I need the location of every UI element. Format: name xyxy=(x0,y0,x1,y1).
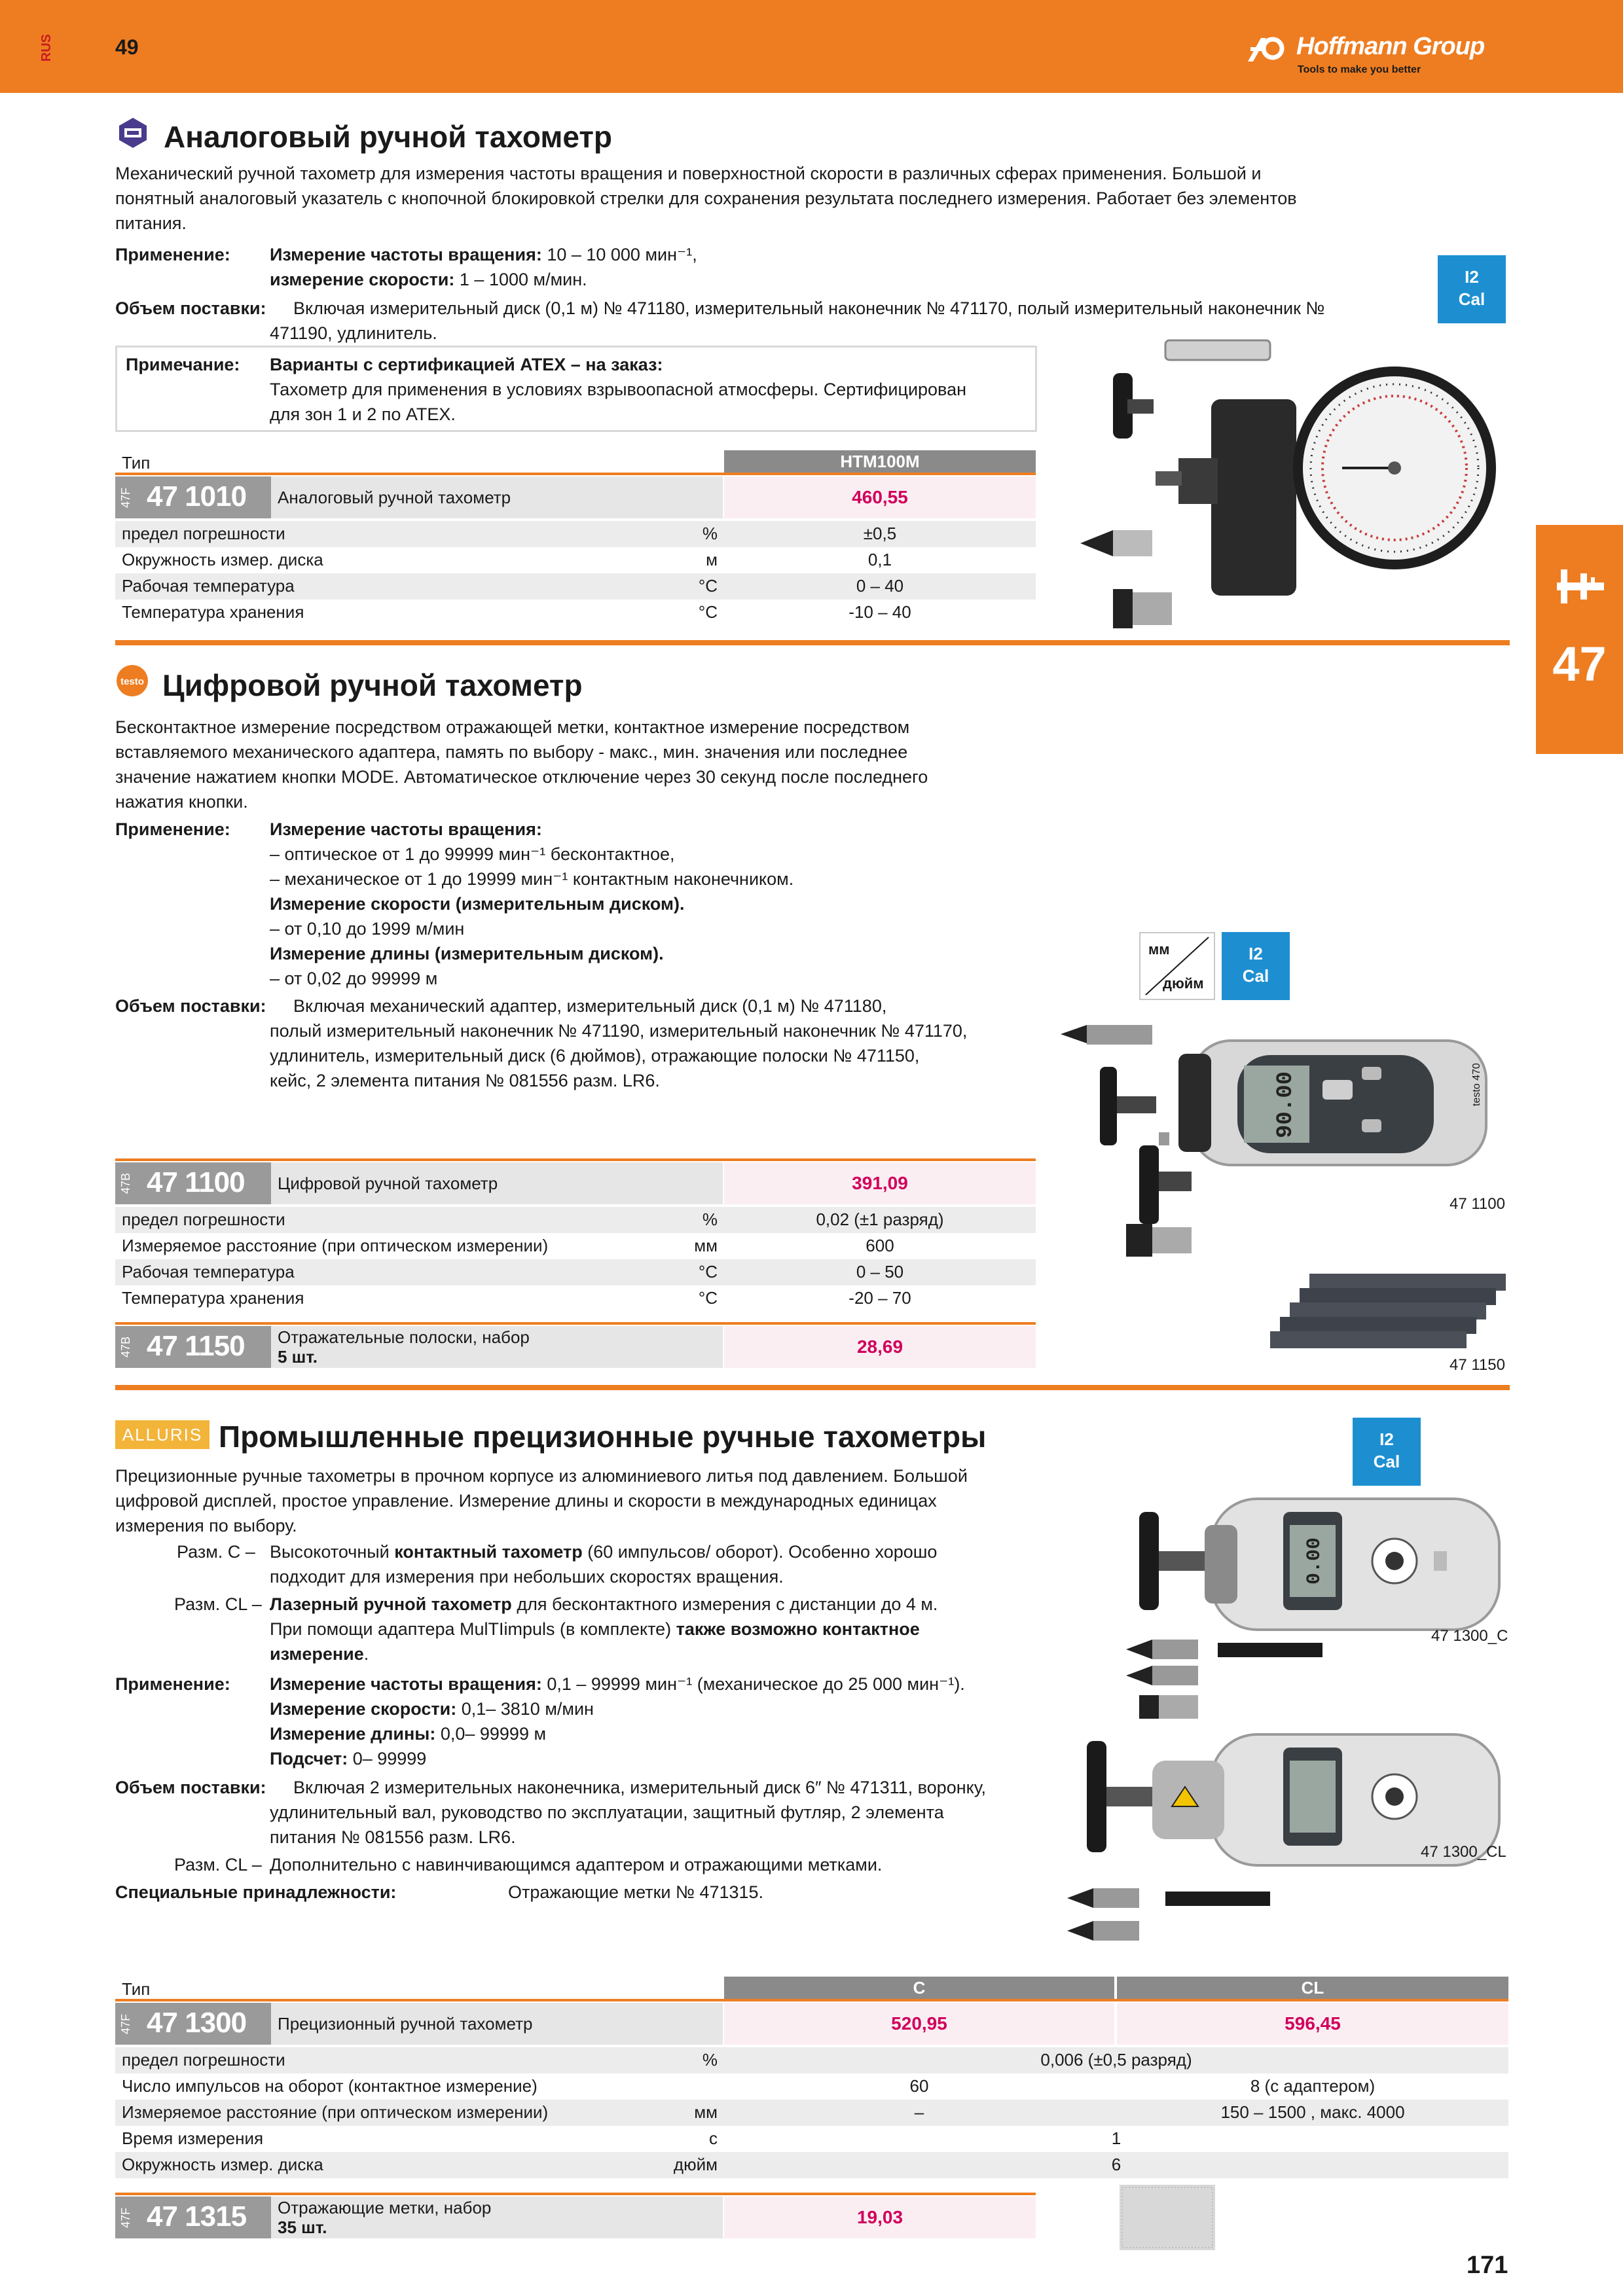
intro-line: Прецизионные ручные тахометры в прочном корпусе из алюминиевого литья под давлением. Большой xyxy=(115,1466,968,1486)
article-box xyxy=(115,1326,271,1368)
brand-tagline: Tools to make you better xyxy=(1298,64,1421,75)
spec-value: 600 xyxy=(866,1236,894,1255)
spec-unit: мм xyxy=(694,2102,718,2122)
image-caption: 47 1100 xyxy=(1450,1195,1505,1213)
description-text: для бесконтактного измерения с дистанции до 4 м. xyxy=(511,1594,938,1614)
application-term: Измерение частоты вращения: xyxy=(270,1674,542,1694)
application-value: 10 – 10 000 мин⁻¹, xyxy=(541,245,697,264)
special-accessories-label: Специальные принадлежности: xyxy=(115,1882,397,1902)
article-box xyxy=(115,1162,271,1204)
mm-label: мм xyxy=(1148,941,1170,958)
application-line xyxy=(270,842,675,867)
inch-label: дюйм xyxy=(1163,975,1204,992)
application-label: Применение: xyxy=(115,819,230,839)
section1-title: Аналоговый ручной тахометр xyxy=(164,120,612,154)
size-c-label: Разм. C – xyxy=(177,1542,255,1562)
spec-value-cl: 8 (с адаптером) xyxy=(1250,2076,1376,2096)
section-separator xyxy=(115,640,1510,645)
article-price: 391,09 xyxy=(724,1162,1036,1204)
description-line xyxy=(270,1641,369,1666)
language-label: RUS xyxy=(39,34,54,62)
cal-label: Cal xyxy=(1242,966,1269,986)
spec-value: 0,1 xyxy=(867,550,892,569)
spec-value-cl: 150 – 1500 , макс. 4000 xyxy=(1220,2102,1405,2122)
application-value: 0– 99999 xyxy=(348,1749,427,1768)
table-rule xyxy=(115,1158,1036,1161)
delivery-line: питания № 081556 разм. LR6. xyxy=(270,1827,516,1847)
spec-unit: % xyxy=(702,1210,718,1229)
delivery-line: Включая 2 измерительных наконечника, измерительный диск 6″ № 471311, воронку, xyxy=(293,1778,987,1797)
header-bar xyxy=(0,0,1623,93)
article-prefix: 47F xyxy=(119,487,132,508)
application-line xyxy=(270,867,793,891)
delivery-line: Включая механический адаптер, измерительный диск (0,1 м) № 471180, xyxy=(293,996,887,1016)
spec-unit: °C xyxy=(698,1262,718,1282)
delivery-label: Объем поставки: xyxy=(115,1778,266,1797)
article-name: Аналоговый ручной тахометр xyxy=(271,476,723,518)
application-value: 0,1– 3810 м/мин xyxy=(456,1699,594,1719)
column-header-c: C xyxy=(724,1977,1114,1999)
intro-line: значение нажатием кнопки MODE. Автоматическое отключение через 30 секунд после последнего xyxy=(115,767,928,787)
spec-unit: с xyxy=(709,2128,718,2148)
delivery-line: полый измерительный наконечник № 471190, измерительный наконечник № 471170, xyxy=(270,1021,968,1041)
hoffmann-logo xyxy=(1244,26,1519,79)
description-text: подходит для измерения при небольших скоростях вращения. xyxy=(270,1567,784,1587)
application-line xyxy=(270,242,697,267)
description-bold: также возможно контактное xyxy=(676,1619,920,1639)
brand-name: Hoffmann Group xyxy=(1296,33,1485,60)
spec-label: Окружность измер. диска xyxy=(122,2155,323,2174)
article-number: 47 1315 xyxy=(147,2200,247,2233)
spec-label: Температура хранения xyxy=(122,602,304,622)
note-line: для зон 1 и 2 по ATEX. xyxy=(270,404,456,424)
application-line xyxy=(270,966,437,991)
description-text: При помощи адаптера MulTIimpuls (в комплекте) xyxy=(270,1619,676,1639)
article-price-c: 520,95 xyxy=(724,2003,1114,2045)
alluris-logo xyxy=(115,1420,210,1449)
intro-line: цифровой дисплей, простое управление. Измерение длины и скорости в международных единицах xyxy=(115,1491,937,1511)
application-term: Измерение частоты вращения: xyxy=(270,819,542,839)
delivery-line: удлинитель, измерительный диск (6 дюймов), отражающие полоски № 471150, xyxy=(270,1046,920,1066)
application-value: 0,0– 99999 м xyxy=(435,1724,547,1744)
delivery-line: удлинительный вал, руководство по эксплуатации, защитный футляр, 2 элемента xyxy=(270,1803,944,1822)
delivery-label: Объем поставки: xyxy=(115,298,266,318)
article-box xyxy=(115,2197,271,2238)
spec-label: Окружность измер. диска xyxy=(122,550,323,569)
application-term: Подсчет: xyxy=(270,1749,348,1768)
spec-label: Рабочая температура xyxy=(122,1262,295,1282)
application-line xyxy=(270,1746,426,1771)
chapter-page-number: 49 xyxy=(115,35,139,59)
intro-line: вставляемого механического адаптера, память по выбору - макс., мин. значения или последнее xyxy=(115,742,908,762)
application-line xyxy=(270,267,587,292)
article-name: Цифровой ручной тахометр xyxy=(271,1162,723,1204)
tachometer-display-text: 0.00 xyxy=(1304,1537,1326,1585)
application-value: 0,1 – 99999 мин⁻¹ (механическое до 25 000 мин⁻¹). xyxy=(541,1674,965,1694)
testo-logo-text: testo xyxy=(120,676,144,687)
section3-title: Промышленные прецизионные ручные тахометры xyxy=(219,1420,987,1454)
article-number: 47 1010 xyxy=(147,480,247,512)
note-label: Примечание: xyxy=(126,355,240,374)
note-line: Тахометр для применения в условиях взрывоопасной атмосферы. Сертифицирован xyxy=(270,380,967,399)
spec-value: ±0,5 xyxy=(863,524,897,543)
chapter-number: 47 xyxy=(1552,637,1607,691)
application-value: – от 0,02 до 99999 м xyxy=(270,969,438,988)
spec-value: 0 – 50 xyxy=(856,1262,904,1282)
alluris-logo-text: ALLURIS xyxy=(122,1425,203,1444)
article-prefix: 47B xyxy=(119,1172,132,1194)
intro-line: измерения по выбору. xyxy=(115,1516,297,1535)
spec-unit: °C xyxy=(698,576,718,596)
table-rule xyxy=(115,473,1036,475)
calibration-badge xyxy=(1222,932,1290,1000)
spec-unit: °C xyxy=(698,1288,718,1308)
article-name xyxy=(271,2197,723,2238)
cal-label: Cal xyxy=(1373,1452,1400,1471)
intro-line: Бесконтактное измерение посредством отражающей метки, контактное измерение посредством xyxy=(115,717,910,737)
image-caption: 47 1150 xyxy=(1450,1356,1505,1374)
description-text: . xyxy=(363,1644,369,1664)
device-label-text: testo 470 xyxy=(1471,1063,1482,1106)
intro-line: нажатия кнопки. xyxy=(115,792,248,812)
article-name-line: Отражающие метки, набор xyxy=(278,2198,492,2217)
application-line xyxy=(270,1672,965,1696)
spec-value: -20 – 70 xyxy=(848,1288,911,1308)
caliper-icon xyxy=(1554,564,1607,610)
application-term: Измерение скорости (измерительным диском). xyxy=(270,894,685,914)
spec-label: Время измерения xyxy=(122,2128,264,2148)
article-name-qty: 5 шт. xyxy=(278,1347,318,1367)
spec-label: Рабочая температура xyxy=(122,576,295,596)
article-box xyxy=(115,2003,271,2045)
intro-line: питания. xyxy=(115,213,187,233)
article-prefix: 47B xyxy=(119,1336,132,1358)
article-box xyxy=(115,476,271,518)
table-rule xyxy=(115,2193,1036,2195)
application-term: измерение скорости: xyxy=(270,270,455,289)
application-line xyxy=(270,916,464,941)
description-text: Высокоточный xyxy=(270,1542,395,1562)
section3-intro xyxy=(115,1463,1097,1538)
article-name xyxy=(271,1326,723,1368)
intro-line: Механический ручной тахометр для измерения частоты вращения и поверхностной скорости в различных сферах применения. Большой и xyxy=(115,164,1262,183)
image-caption: 47 1300_C xyxy=(1431,1627,1508,1645)
spec-unit: дюйм xyxy=(673,2155,718,2174)
description-text: (60 импульсов/ оборот). Особенно хорошо xyxy=(582,1542,938,1562)
htm-brand-icon xyxy=(117,117,149,149)
tachometer-display-text: 90.00 xyxy=(1273,1071,1298,1139)
testo-logo-icon xyxy=(115,664,149,698)
spec-label: Измеряемое расстояние (при оптическом измерении) xyxy=(122,1236,549,1255)
spec-value: -10 – 40 xyxy=(848,602,911,622)
model-header: HTM100M xyxy=(724,450,1036,473)
column-header-cl: CL xyxy=(1117,1977,1508,1999)
spec-unit: % xyxy=(702,524,718,543)
cl-extra-text: Дополнительно с навинчивающимся адаптером и отражающими метками. xyxy=(270,1855,883,1874)
section-separator xyxy=(115,1385,1510,1390)
cl-extra-label: Разм. CL – xyxy=(174,1855,262,1874)
image-caption: 47 1300_CL xyxy=(1421,1843,1506,1861)
spec-label: Измеряемое расстояние (при оптическом измерении) xyxy=(122,2102,549,2122)
article-number: 47 1150 xyxy=(147,1330,245,1362)
cal-level: I2 xyxy=(1379,1429,1394,1449)
delivery-label: Объем поставки: xyxy=(115,996,266,1016)
spec-label: Число импульсов на оборот (контактное измерение) xyxy=(122,2076,538,2096)
spec-value-both: 6 xyxy=(1111,2155,1122,2174)
spec-value-c: 60 xyxy=(909,2076,929,2096)
article-number: 47 1300 xyxy=(147,2007,247,2039)
calibration-badge xyxy=(1438,255,1506,323)
delivery-line: Включая измерительный диск (0,1 м) № 471180, измерительный наконечник № 471170, полый измерительный наконечник № xyxy=(293,298,1325,318)
application-line xyxy=(270,817,542,842)
delivery-line: 471190, удлинитель. xyxy=(270,323,437,343)
description-line xyxy=(270,1592,938,1617)
analog-tachometer-image xyxy=(1061,327,1519,635)
application-label: Применение: xyxy=(115,1674,230,1694)
application-line xyxy=(270,891,684,916)
cal-label: Cal xyxy=(1458,289,1486,309)
application-value: – от 0,10 до 1999 м/мин xyxy=(270,919,465,939)
application-value: 1 – 1000 м/мин. xyxy=(454,270,587,289)
section1-intro xyxy=(115,161,1425,236)
article-name-qty: 35 шт. xyxy=(278,2217,327,2237)
application-term: Измерение скорости: xyxy=(270,1699,457,1719)
article-name-line: Отражательные полоски, набор xyxy=(278,1327,530,1347)
application-line xyxy=(270,1721,546,1746)
description-bold: Лазерный ручной тахометр xyxy=(270,1594,512,1614)
spec-label: Температура хранения xyxy=(122,1288,304,1308)
type-label: Тип xyxy=(122,453,151,473)
spec-value: 0 – 40 xyxy=(856,576,904,596)
delivery-line: кейс, 2 элемента питания № 081556 разм. LR6. xyxy=(270,1071,660,1090)
table-rule xyxy=(115,1999,1508,2001)
table-rule xyxy=(115,1322,1036,1325)
spec-label: предел погрешности xyxy=(122,2050,285,2070)
spec-unit: мм xyxy=(694,1236,718,1255)
article-name: Прецизионный ручной тахометр xyxy=(271,2003,723,2045)
reflective-marks-image xyxy=(1120,2185,1215,2250)
precision-tachometer-cl-image xyxy=(1061,1721,1519,1957)
application-term: Измерение частоты вращения: xyxy=(270,245,542,264)
application-value: – механическое от 1 до 19999 мин⁻¹ контактным наконечником. xyxy=(270,869,794,889)
spec-label: предел погрешности xyxy=(122,524,285,543)
mm-inch-badge xyxy=(1139,932,1215,1000)
spec-value-c: – xyxy=(914,2102,924,2122)
note-title: Варианты с сертификацией ATEX – на заказ: xyxy=(270,355,663,374)
spec-value-both: 1 xyxy=(1111,2128,1122,2148)
article-price: 28,69 xyxy=(724,1326,1036,1368)
cal-level: I2 xyxy=(1465,267,1479,287)
application-value: – оптическое от 1 до 99999 мин⁻¹ бесконтактное, xyxy=(270,844,675,864)
article-price: 460,55 xyxy=(724,476,1036,518)
hoffmann-logo-icon xyxy=(1244,33,1290,64)
section2-intro xyxy=(115,715,1097,814)
description-line xyxy=(270,1564,784,1589)
section2-title: Цифровой ручной тахометр xyxy=(162,668,583,702)
page-number: 171 xyxy=(1467,2251,1508,2279)
intro-line: понятный аналоговый указатель с кнопочной блокировкой стрелки для сохранения результата последнего измерения. Работает без элементов xyxy=(115,188,1297,208)
cal-level: I2 xyxy=(1249,944,1263,963)
spec-unit: °C xyxy=(698,602,718,622)
application-term: Измерение длины (измерительным диском). xyxy=(270,944,664,963)
application-label: Применение: xyxy=(115,245,230,264)
calibration-badge xyxy=(1353,1418,1421,1486)
description-line xyxy=(270,1539,937,1564)
article-price-cl: 596,45 xyxy=(1117,2003,1508,2045)
application-line xyxy=(270,1696,594,1721)
size-cl-label: Разм. CL – xyxy=(174,1594,262,1614)
reflective-strips-image xyxy=(1270,1270,1519,1355)
precision-tachometer-c-image xyxy=(1126,1486,1519,1721)
article-number: 47 1100 xyxy=(147,1166,245,1198)
description-bold: контактный тахометр xyxy=(394,1542,583,1562)
chapter-tab xyxy=(1536,525,1623,754)
spec-value: 0,02 (±1 разряд) xyxy=(816,1210,944,1229)
spec-unit: % xyxy=(702,2050,718,2070)
spec-label: предел погрешности xyxy=(122,1210,285,1229)
article-prefix: 47F xyxy=(119,2013,132,2034)
type-label: Тип xyxy=(122,1979,151,1999)
description-line xyxy=(270,1617,920,1641)
article-price: 19,03 xyxy=(724,2197,1036,2238)
application-term: Измерение длины: xyxy=(270,1724,436,1744)
description-bold: измерение xyxy=(270,1644,364,1664)
application-line xyxy=(270,941,664,966)
spec-value-both: 0,006 (±0,5 разряд) xyxy=(1040,2050,1192,2070)
spec-unit: м xyxy=(706,550,718,569)
special-accessories-text: Отражающие метки № 471315. xyxy=(508,1882,764,1902)
article-prefix: 47F xyxy=(119,2207,132,2228)
